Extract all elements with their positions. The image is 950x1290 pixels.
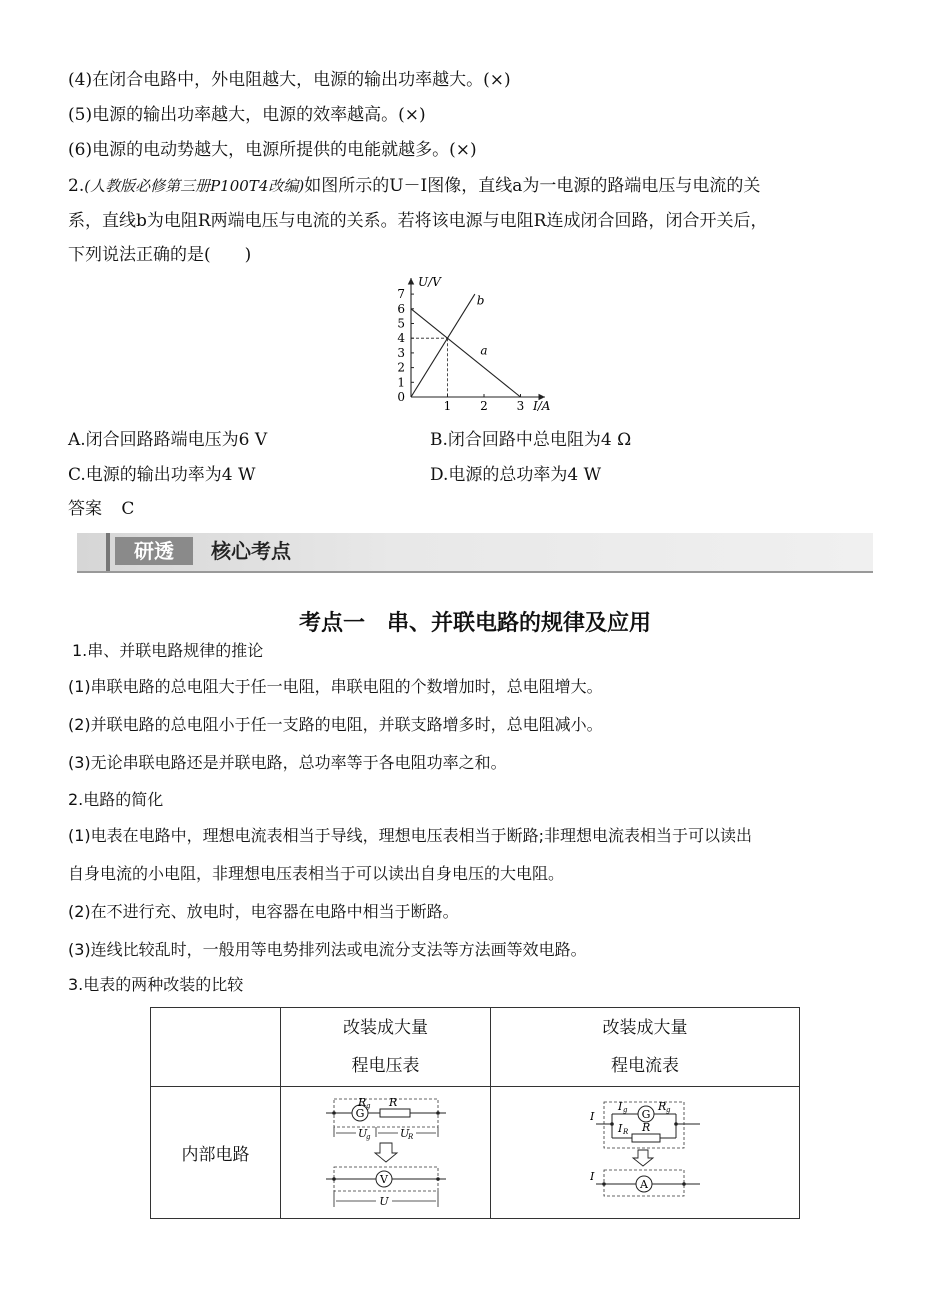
header-ammeter-line-2: 程电流表	[611, 1056, 679, 1076]
i-label-2: I	[590, 1169, 595, 1183]
ur-subscript: R	[407, 1132, 413, 1141]
series-label-a: a	[480, 343, 488, 358]
option-a: A.闭合回路路端电压为6 V	[68, 430, 268, 450]
galvanometer-label: G	[355, 1106, 364, 1120]
x-tick-label: 1	[443, 399, 452, 413]
ug-subscript: g	[365, 1132, 370, 1141]
point-2-1a: (1)电表在电路中，理想电流表相当于导线，理想电压表相当于断路;非理想电流表相当于可以读出	[68, 826, 753, 845]
section-title: 考点一 串、并联电路的规律及应用	[298, 611, 651, 636]
comparison-table	[150, 1007, 800, 1219]
x-tick-label: 2	[480, 399, 488, 413]
table-header-ammeter	[491, 1008, 800, 1087]
galvanometer-label-2: G	[641, 1107, 651, 1121]
rg-label: R	[357, 1095, 366, 1109]
point-1-3: (3)无论串联电路还是并联电路，总功率等于各电阻功率之和。	[68, 753, 507, 772]
ir-subscript: R	[623, 1127, 629, 1136]
banner-stripe	[106, 533, 110, 573]
header-voltmeter-line-2: 程电压表	[351, 1056, 420, 1076]
row-label-internal-circuit: 内部电路	[151, 1087, 281, 1219]
heading-1: 1.串、并联电路规律的推论	[72, 641, 264, 660]
judgement-item-5: (5)电源的输出功率越大，电源的效率越高。(×)	[68, 105, 426, 125]
point-1-1: (1)串联电路的总电阻大于任一电阻，串联电阻的个数增加时，总电阻增大。	[68, 677, 603, 696]
ug-label: U	[357, 1126, 367, 1140]
point-2-2: (2)在不进行充、放电时，电容器在电路中相当于断路。	[68, 902, 459, 921]
question-2-line-3: 下列说法正确的是( )	[68, 245, 252, 265]
u-i-graph	[388, 272, 568, 417]
r-label-2: R	[642, 1120, 651, 1134]
banner-rule	[77, 571, 873, 573]
rg-subscript-2: g	[666, 1105, 671, 1114]
series-line-a	[411, 309, 521, 397]
option-b: B.闭合回路中总电阻为4 Ω	[430, 430, 632, 450]
ammeter-circuit-diagram	[590, 1098, 700, 1208]
banner-label: 核心考点	[211, 539, 291, 563]
table-header-row	[151, 1008, 800, 1087]
y-tick-label: 4	[397, 331, 405, 346]
r-label: R	[388, 1095, 397, 1109]
y-tick-label: 3	[397, 345, 405, 360]
x-tick-label: 3	[516, 399, 525, 413]
ir-label: I	[618, 1121, 623, 1135]
point-1-2: (2)并联电路的总电阻小于任一支路的电阻，并联支路增多时，总电阻减小。	[68, 715, 603, 734]
i-label: I	[590, 1109, 595, 1123]
y-tick-label: 7	[397, 287, 405, 302]
rg-label-2: R	[658, 1099, 667, 1113]
y-tick-label: 0	[397, 390, 405, 404]
voltmeter-label: V	[379, 1172, 388, 1186]
table-row	[151, 1087, 800, 1219]
heading-2: 2.电路的简化	[68, 790, 164, 809]
header-voltmeter-line-1: 改装成大量	[343, 1018, 428, 1038]
banner-tag: 研透	[115, 537, 193, 565]
y-tick-label: 2	[397, 360, 405, 375]
ammeter-circuit-cell	[491, 1087, 800, 1219]
voltmeter-circuit-cell	[281, 1087, 491, 1219]
series-label-b: b	[476, 293, 485, 308]
point-2-1b: 自身电流的小电阻，非理想电压表相当于可以读出自身电压的大电阻。	[68, 864, 565, 883]
ig-subscript: g	[623, 1105, 628, 1114]
answer	[68, 497, 134, 521]
y-tick-label: 1	[397, 375, 405, 390]
ig-label: I	[618, 1099, 623, 1113]
u-label: U	[378, 1194, 389, 1208]
series-line-b	[411, 294, 475, 397]
heading-3: 3.电表的两种改装的比较	[68, 975, 244, 994]
table-header-voltmeter	[281, 1008, 491, 1087]
option-c: C.电源的输出功率为4 W	[68, 465, 256, 485]
y-axis-label: U/V	[418, 275, 441, 289]
option-d: D.电源的总功率为4 W	[430, 465, 602, 485]
rg-subscript: g	[365, 1101, 370, 1110]
ammeter-label: A	[640, 1177, 648, 1191]
y-tick-label: 5	[397, 316, 405, 331]
header-ammeter-line-1: 改装成大量	[602, 1018, 688, 1038]
question-text: 如图所示的U－I图像，直线a为一电源的路端电压与电流的关	[304, 176, 761, 196]
question-2-line-2: 系，直线b为电阻R两端电压与电流的关系。若将该电源与电阻R连成闭合回路，闭合开关后，	[68, 211, 768, 231]
judgement-item-4: (4)在闭合电路中，外电阻越大，电源的输出功率越大。(×)	[68, 70, 511, 90]
answer-value: C	[121, 499, 135, 519]
y-tick-label: 6	[397, 301, 405, 316]
ur-label: U	[399, 1126, 409, 1140]
voltmeter-circuit-diagram	[326, 1093, 446, 1213]
table-corner-cell	[151, 1008, 281, 1087]
section-banner	[77, 533, 873, 573]
question-number: 2.	[68, 176, 85, 196]
question-source: (人教版必修第三册P100T4改编)	[84, 177, 305, 195]
judgement-item-6: (6)电源的电动势越大，电源所提供的电能就越多。(×)	[68, 140, 477, 160]
point-2-3: (3)连线比较乱时，一般用等电势排列法或电流分支法等方法画等效电路。	[68, 940, 587, 959]
answer-label: 答案	[68, 499, 102, 519]
x-axis-label: I/A	[533, 399, 551, 413]
question-2-line-1	[68, 174, 760, 198]
